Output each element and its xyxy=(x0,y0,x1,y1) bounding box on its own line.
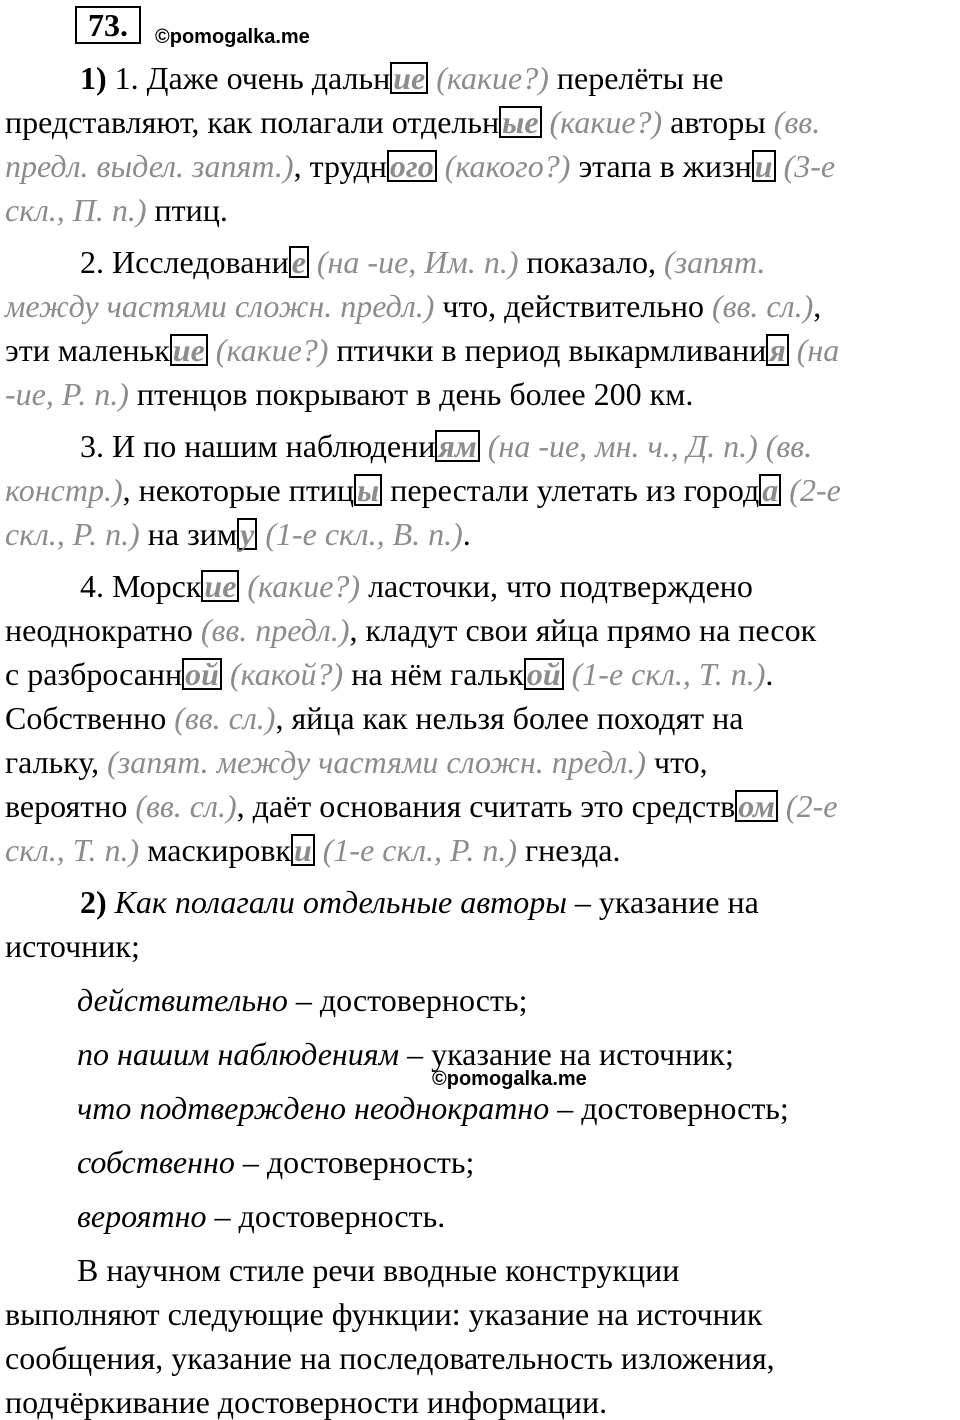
grammar-note: скл., Т. п.) xyxy=(5,832,140,868)
text-line xyxy=(80,244,765,280)
text-segment: птенцов покрывают в день более 200 км. xyxy=(128,376,694,412)
text-segment: , яйца как нельзя более походят на xyxy=(275,700,744,736)
grammar-note: (1-е скл., Т. п.) xyxy=(563,656,766,692)
text-segment: вероятно xyxy=(5,788,136,824)
highlighted-ending: и xyxy=(752,150,776,182)
highlighted-ending: ы xyxy=(354,474,382,506)
text-segment: источник; xyxy=(5,928,140,964)
text-segment: В научном стиле речи вводные конструкции xyxy=(77,1252,680,1288)
text-segment: – указание на xyxy=(566,884,759,920)
grammar-note: (запят. между частями сложн. предл.) xyxy=(107,744,646,780)
text-line xyxy=(5,928,140,964)
text-segment: показало, xyxy=(518,244,664,280)
highlighted-ending: ые xyxy=(499,106,541,138)
highlighted-ending: ом xyxy=(735,790,778,822)
grammar-note: (1-е скл., В. п.) xyxy=(257,516,463,552)
text-line xyxy=(77,982,527,1018)
text-segment: подчёркивание достоверности информации. xyxy=(5,1384,608,1420)
italic-phrase: вероятно xyxy=(77,1198,207,1234)
text-line xyxy=(5,148,835,184)
text-segment: выполняют следующие функции: указание на источник xyxy=(5,1296,763,1332)
grammar-note: -ие, Р. п.) xyxy=(5,376,129,412)
grammar-note: (вв. xyxy=(773,104,821,140)
text-line xyxy=(5,788,837,824)
text-segment: на зим xyxy=(139,516,238,552)
text-segment: представляют, как полагали отдельн xyxy=(5,104,500,140)
grammar-note: констр.) xyxy=(5,472,123,508)
grammar-note: предл. выдел. запят.) xyxy=(5,148,294,184)
grammar-note: (2-е xyxy=(777,788,838,824)
italic-phrase: что подтверждено неоднократно xyxy=(77,1090,550,1126)
text-line xyxy=(77,1144,474,1180)
grammar-note: (какие?) xyxy=(428,60,549,96)
text-segment: Собственно xyxy=(5,700,175,736)
text-segment: с разбросанн xyxy=(5,656,183,692)
text-line xyxy=(5,1296,762,1332)
text-segment: неоднократно xyxy=(5,612,201,648)
item-number: 2) xyxy=(80,884,107,920)
grammar-note: (какого?) xyxy=(436,148,571,184)
text-segment: – достоверность; xyxy=(287,982,528,1018)
text-segment: , даёт основания считать это средств xyxy=(236,788,736,824)
text-line xyxy=(5,700,743,736)
grammar-note: (3-е xyxy=(775,148,836,184)
grammar-note: (какие?) xyxy=(239,568,361,604)
text-line xyxy=(80,884,759,920)
grammar-note: (1-е скл., Р. п.) xyxy=(314,832,518,868)
italic-phrase: собственно xyxy=(77,1144,235,1180)
grammar-note: (вв. предл.) xyxy=(200,612,350,648)
text-segment: что, xyxy=(646,744,708,780)
highlighted-ending: е xyxy=(289,246,309,278)
text-line xyxy=(77,1090,789,1126)
highlighted-ending: ие xyxy=(201,570,239,602)
text-segment: сообщения, указание на последовательность изложения, xyxy=(5,1340,775,1376)
grammar-note: между частями сложн. предл.) xyxy=(5,288,435,324)
text-line xyxy=(5,192,228,228)
text-segment: гальку, xyxy=(5,744,108,780)
watermark: ©pomogalka.me xyxy=(432,1068,587,1090)
text-line xyxy=(5,472,841,508)
text-segment: птички в период выкармливани xyxy=(328,332,767,368)
grammar-note: (какие?) xyxy=(541,104,663,140)
text-line xyxy=(5,832,620,868)
grammar-note: (какие?) xyxy=(207,332,329,368)
grammar-note: (2-е xyxy=(781,472,841,508)
text-line xyxy=(77,1036,734,1072)
text-segment: , xyxy=(813,288,822,324)
text-line xyxy=(80,60,723,96)
text-segment: ласточки, что подтверждено xyxy=(360,568,753,604)
text-line xyxy=(5,744,708,780)
text-line xyxy=(5,656,773,692)
grammar-note: скл., Р. п.) xyxy=(5,516,140,552)
grammar-note: (какой?) xyxy=(221,656,344,692)
text-segment: 1. Даже очень дальн xyxy=(106,60,391,96)
highlighted-ending: ие xyxy=(170,334,208,366)
highlighted-ending: ого xyxy=(387,150,437,182)
text-segment: маскировк xyxy=(139,832,291,868)
text-segment: . xyxy=(765,656,774,692)
highlighted-ending: ям xyxy=(435,430,479,462)
grammar-note: (на -ие, Им. п.) xyxy=(308,244,519,280)
highlighted-ending: у xyxy=(237,518,257,550)
grammar-note: скл., П. п.) xyxy=(5,192,147,228)
italic-phrase: действительно xyxy=(77,982,288,1018)
text-line xyxy=(5,516,471,552)
highlighted-ending: я xyxy=(766,334,788,366)
text-segment: авторы xyxy=(662,104,774,140)
item-number: 1) xyxy=(80,60,107,96)
text-segment: – указание на источник; xyxy=(399,1036,734,1072)
watermark: ©pomogalka.me xyxy=(155,26,310,48)
grammar-note: (вв. сл.) xyxy=(135,788,237,824)
text-segment: – достоверность; xyxy=(234,1144,475,1180)
text-segment: на нём гальк xyxy=(343,656,524,692)
text-line xyxy=(5,376,693,412)
highlighted-ending: ой xyxy=(524,658,564,690)
highlighted-ending: ие xyxy=(390,62,428,94)
text-segment: 2. Исследовани xyxy=(80,244,289,280)
text-line xyxy=(77,1198,445,1234)
text-segment: – достоверность. xyxy=(206,1198,446,1234)
text-segment: этапа в жизн xyxy=(570,148,752,184)
text-segment: гнезда. xyxy=(517,832,621,868)
text-segment: эти маленьк xyxy=(5,332,170,368)
text-segment: что, действительно xyxy=(434,288,712,324)
grammar-note: (вв. сл.) xyxy=(174,700,276,736)
italic-phrase: по нашим наблюдениям xyxy=(77,1036,400,1072)
text-line xyxy=(5,1340,775,1376)
text-segment: , трудн xyxy=(293,148,387,184)
grammar-note: (вв. сл.) xyxy=(711,288,814,324)
highlighted-ending: и xyxy=(291,834,315,866)
grammar-note: (на -ие, мн. ч., Д. п.) (вв. xyxy=(479,428,813,464)
text-segment: перестали улетать из город xyxy=(382,472,760,508)
text-segment: , некоторые птиц xyxy=(122,472,355,508)
grammar-note: (на xyxy=(788,332,840,368)
text-line xyxy=(5,104,820,140)
text-segment: – достоверность; xyxy=(549,1090,789,1126)
text-segment: 3. И по нашим наблюдени xyxy=(80,428,436,464)
highlighted-ending: а xyxy=(759,474,781,506)
text-segment: перелёты не xyxy=(548,60,724,96)
text-line xyxy=(77,1252,679,1288)
text-line xyxy=(80,428,812,464)
text-segment: 4. Морск xyxy=(80,568,202,604)
highlighted-ending: ой xyxy=(182,658,222,690)
text-line xyxy=(80,568,753,604)
italic-phrase: Как полагали отдельные авторы xyxy=(106,884,567,920)
text-line xyxy=(5,288,821,324)
grammar-note: (запят. xyxy=(663,244,766,280)
text-segment: птиц. xyxy=(146,192,228,228)
text-segment: , кладут свои яйца прямо на песок xyxy=(349,612,817,648)
text-line xyxy=(5,332,839,368)
exercise-number: 73. xyxy=(75,6,141,44)
text-line xyxy=(5,612,816,648)
text-segment: . xyxy=(462,516,471,552)
